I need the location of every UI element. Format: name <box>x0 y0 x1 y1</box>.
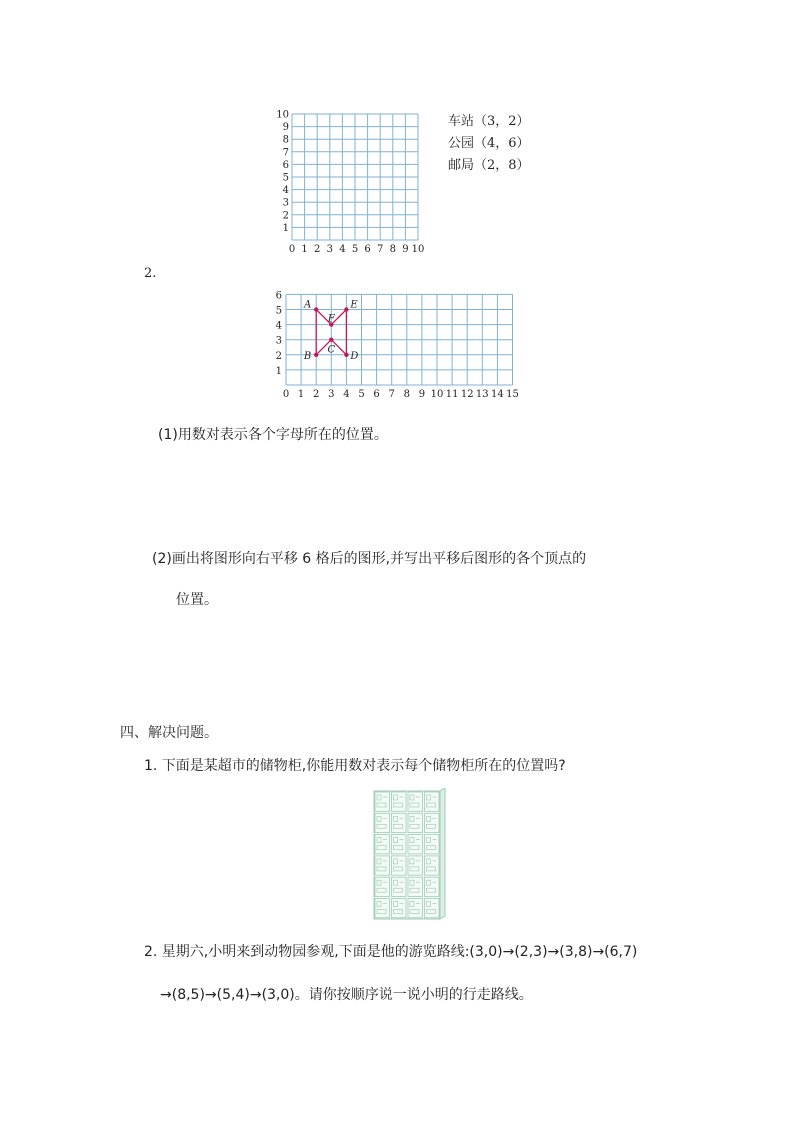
section-4-problem-1: 1. 下面是某超市的储物柜,你能用数对表示每个储物柜所在的位置吗? <box>144 758 566 774</box>
figure-points <box>303 300 359 362</box>
grid-1-x-tick-label: 3 <box>326 244 333 255</box>
grid-2-y-tick-label: 3 <box>275 335 282 347</box>
legend-coord: （2，8） <box>474 158 530 173</box>
grid-1-y-tick-label: 6 <box>282 159 289 171</box>
grid-1-x-tick-label: 8 <box>389 244 396 255</box>
grid-1-y-tick-label: 10 <box>276 109 289 121</box>
legend-name: 邮局 <box>448 158 475 173</box>
grid-2-x-tick-label: 11 <box>445 389 459 400</box>
grid-2-x-tick-label: 14 <box>491 389 504 400</box>
grid-2-x-tick-label: 10 <box>430 389 444 400</box>
grid-2-x-tick-label: 1 <box>297 389 305 400</box>
locker-cabinet-illustration <box>370 788 448 922</box>
grid-2-y-tick-label: 5 <box>275 305 282 317</box>
point-A <box>314 307 318 311</box>
point-C <box>329 338 333 342</box>
legend-item-post-office <box>448 154 530 173</box>
grid-2-x-tick-label: 5 <box>358 389 365 400</box>
grid-1-lines <box>292 114 418 240</box>
grid-1-x-tick-label: 0 <box>288 244 296 255</box>
grid-1-y-tick-label: 2 <box>282 210 289 222</box>
grid-1-y-tick-label: 1 <box>282 222 289 234</box>
problem-2-number: 2. <box>144 266 157 281</box>
grid-1-x-tick-label: 9 <box>402 244 409 255</box>
grid-1-y-tick-label: 8 <box>282 134 289 146</box>
grid-1-x-tick-label: 7 <box>377 244 384 255</box>
grid-2-y-tick-label: 2 <box>275 350 282 362</box>
legend-name: 公园 <box>448 136 475 151</box>
point-label-E: E <box>350 299 358 311</box>
grid-1-y-tick-label: 9 <box>282 122 289 134</box>
point-label-B: B <box>303 350 312 362</box>
grid-2-x-tick-label: 13 <box>475 389 489 400</box>
grid-2-lines <box>286 294 513 385</box>
section-4-title: 四、解决问题。 <box>120 725 218 741</box>
grid-2-y-ticks <box>276 290 282 377</box>
grid-1-x-ticks <box>289 244 425 255</box>
point-D <box>344 353 348 357</box>
question-2-1: (1)用数对表示各个字母所在的位置。 <box>158 427 388 443</box>
grid-2-x-tick-label: 0 <box>282 389 290 400</box>
grid-2-x-tick-label: 2 <box>313 389 320 400</box>
point-label-D: D <box>350 350 359 362</box>
question-2-2-line-2: 位置。 <box>176 592 218 608</box>
section-4-problem-2-line-2: →(8,5)→(5,4)→(3,0)。请你按顺序说一说小明的行走路线。 <box>160 987 533 1003</box>
coordinate-grid-1 <box>270 104 430 256</box>
grid-1-y-tick-label: 7 <box>282 147 289 159</box>
legend-item-station <box>448 110 530 129</box>
legend-coord: （4，6） <box>474 136 530 151</box>
grid-1-x-tick-label: 10 <box>411 244 425 255</box>
legend-name: 车站 <box>448 114 475 129</box>
locker-side <box>440 788 445 919</box>
grid-1-x-tick-label: 2 <box>314 244 321 255</box>
grid-1-x-tick-label: 5 <box>351 244 359 255</box>
grid-2-x-tick-label: 4 <box>343 389 350 400</box>
grid-1-x-tick-label: 6 <box>364 244 371 255</box>
locker-frame <box>374 791 440 919</box>
question-2-2-line-1: (2)画出将图形向右平移 6 格后的图形,并写出平移后图形的各个顶点的 <box>152 551 587 567</box>
grid-2-x-tick-label: 8 <box>403 389 410 400</box>
grid-2-x-tick-label: 9 <box>418 389 426 400</box>
grid-2-y-tick-label: 4 <box>275 320 282 332</box>
grid-2-x-tick-label: 3 <box>328 389 335 400</box>
grid-2-y-tick-label: 6 <box>275 290 282 302</box>
grid-1-y-tick-label: 3 <box>282 197 289 209</box>
point-E <box>344 307 348 311</box>
legend-coord: （3，2） <box>474 114 530 129</box>
point-label-F: F <box>327 313 335 325</box>
point-label-A: A <box>303 299 312 311</box>
grid-1-x-tick-label: 4 <box>339 244 346 255</box>
coordinate-grid-2 <box>270 288 520 400</box>
point-B <box>314 353 318 357</box>
grid-2-x-ticks <box>283 389 519 400</box>
grid-2-y-tick-label: 1 <box>275 365 282 377</box>
grid-2-x-tick-label: 15 <box>506 389 519 400</box>
grid-2-x-tick-label: 7 <box>388 389 395 400</box>
grid-1-y-tick-label: 5 <box>282 172 289 184</box>
point-label-C: C <box>327 344 336 356</box>
grid-2-x-tick-label: 6 <box>373 389 380 400</box>
grid-1-y-ticks <box>276 110 289 234</box>
grid-2-x-tick-label: 12 <box>460 389 474 400</box>
grid-1-y-tick-label: 4 <box>282 185 289 197</box>
grid-1-x-tick-label: 1 <box>301 244 308 255</box>
section-4-problem-2-line-1: 2. 星期六,小明来到动物园参观,下面是他的游览路线:(3,0)→(2,3)→(3,8)→(6,7) <box>144 944 638 960</box>
legend-item-park <box>448 132 530 151</box>
